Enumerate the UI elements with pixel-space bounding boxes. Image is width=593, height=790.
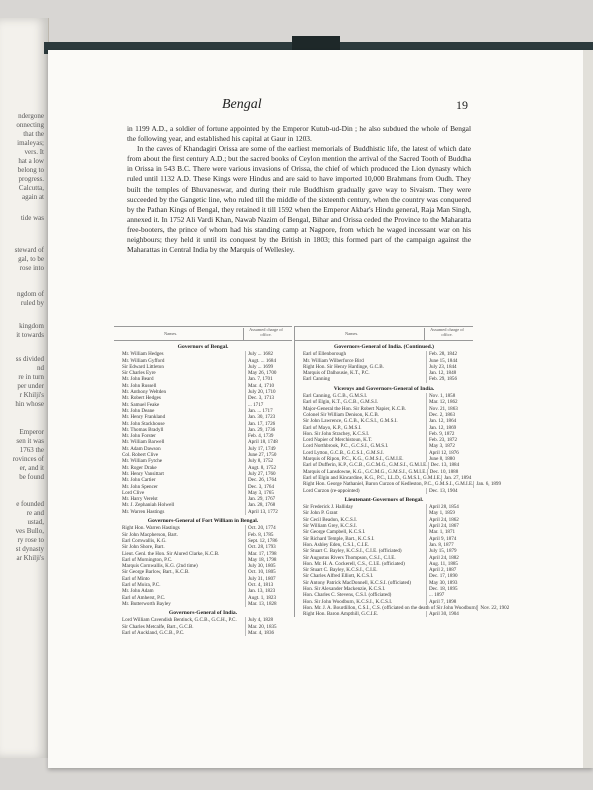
charge-date: Jan. 29, 1736: [245, 427, 292, 433]
charge-date: May 1, 1859: [426, 510, 473, 516]
charge-date: May 3, 1765: [245, 490, 292, 496]
facing-page-text: rose into: [19, 264, 44, 272]
facing-page-text: re and: [26, 509, 44, 517]
officer-name: Mr. William Gyfford: [122, 357, 165, 364]
charge-date: Jan. 17, 1726: [245, 421, 292, 427]
charge-date: Dec. 13, 1904: [426, 488, 473, 494]
facing-page-text: onnecting: [16, 121, 44, 129]
officer-name: Mr. John Beard: [122, 376, 154, 383]
officer-name: Mr. William Hedges: [122, 351, 164, 358]
charge-date: Feb. 28, 1842: [426, 351, 473, 357]
officer-name: Earl of Minto: [122, 575, 150, 582]
officer-name: Mr. John Stackhouse: [122, 420, 165, 427]
charge-date: Feb. 8, 1785: [245, 532, 292, 538]
officer-name: Mr. Samuel Feake: [122, 401, 160, 408]
facing-page-text: steward of: [14, 246, 44, 254]
officer-name: Lord Lytton, G.C.B., G.C.S.I., G.M.S.I.: [303, 449, 384, 456]
officer-name: Marquis of Dalhousie, K.T., P.C.: [303, 370, 370, 377]
charge-date: Dec. 18, 1895: [426, 586, 473, 592]
charge-date: April 12, 1876: [426, 450, 473, 456]
officer-name: Lord William Cavendish Bentinck, G.C.B., G.C.H., P.C.: [122, 617, 237, 624]
charge-date: July 15, 1879: [426, 548, 473, 554]
officer-name: Marquis of Lansdowne, K.G., G.C.M.G., G.M.S.I., G.M.I.E.: [303, 468, 427, 475]
charge-date: July 30, 1805: [245, 563, 292, 569]
charge-date: Jan. 13, 1823: [245, 588, 292, 594]
officer-name: Mr. John Spencer: [122, 483, 158, 490]
date-header: Assumed charge of office.: [243, 328, 288, 340]
charge-date: Jan. 29, 1767: [245, 496, 292, 502]
charge-date: July ... 1699: [245, 364, 292, 370]
facing-page-text: per under: [17, 382, 44, 390]
officer-name: Mr. John Deane: [122, 407, 155, 414]
charge-date: Nov. 21, 1863: [426, 406, 473, 412]
officer-name: Mr. William Barwell: [122, 439, 165, 446]
charge-date: May 26, 1700: [245, 370, 292, 376]
officer-name: Mr. Robert Hedges: [122, 395, 161, 402]
officer-name: Earl of Moira, P.C.: [122, 581, 161, 588]
officer-name: Earl of Mayo, K.P., G.M.S.I.: [303, 424, 362, 431]
charge-date: Jan. 12, 1864: [426, 418, 473, 424]
charge-date: Jan. 12, 1869: [426, 425, 473, 431]
table-row: [295, 611, 473, 617]
officer-name: Sir Charles Eyre: [122, 370, 156, 377]
page-number: 19: [456, 98, 468, 112]
officer-name: Sir George Barlow, Bart., K.C.B.: [122, 569, 190, 576]
charge-date: Jan. 27, 1894: [441, 475, 488, 481]
charge-date: Mar. 13, 1828: [245, 601, 292, 607]
charge-date: Sept. 12, 1786: [245, 538, 292, 544]
facing-page-text: ndergone: [18, 112, 44, 120]
facing-page-text: hat a low: [18, 157, 44, 165]
date-header: Assumed charge of office.: [424, 328, 469, 340]
officer-name: Mr. Butterworth Bayley: [122, 600, 171, 607]
officer-name: Sir John Macpherson, Bart.: [122, 531, 178, 538]
officer-name: Mr. William Wilberforce Bird: [303, 357, 364, 364]
section-heading: Governors of Bengal.: [177, 344, 229, 350]
charge-date: April 24, 1867: [426, 523, 473, 529]
officer-name: Mr. J. Zephaniah Holwell: [122, 502, 175, 509]
charge-date: Oct. 20, 1774: [245, 525, 292, 531]
charge-date: Augt. 1, 1823: [245, 595, 292, 601]
section-heading: Lieutenant-Governors of Bengal.: [344, 496, 424, 503]
facing-page: [0, 18, 49, 758]
charge-date: April 9, 1874: [426, 536, 473, 542]
officer-name: Hon. Mr. J. A. Bourdillon, C.S.I., C.S. (officiated on the death of Sir John Woodburn): [303, 604, 478, 611]
charge-date: Jan. 28, 1768: [245, 502, 292, 508]
charge-date: Mar. 12, 1862: [426, 399, 473, 405]
officer-name: Earl Canning: [303, 376, 331, 383]
officer-name: Sir John Shore, Bart.: [122, 544, 165, 551]
charge-date: Jan. 6, 1899: [473, 481, 520, 487]
charge-date: ... 1897: [426, 592, 473, 598]
officer-name: Lord Napier of Merchistoun, K.T.: [303, 437, 373, 444]
facing-page-text: sen it was: [16, 437, 44, 445]
facing-page-text: ves Bullo,: [15, 527, 44, 535]
officer-name: Mr. Henry Frankland: [122, 414, 166, 421]
charge-date: Nov. 22, 1902: [477, 605, 524, 611]
officer-name: Right Hon. Warren Hastings: [122, 525, 180, 532]
officer-name: Mr. Warren Hastings: [122, 508, 165, 515]
officer-name: Marquis Cornwallis, K.G. (2nd time): [122, 563, 198, 570]
charge-date: Oct. 10, 1805: [245, 569, 292, 575]
table-row: [114, 509, 292, 515]
officer-name: Mr. John Adam: [122, 588, 154, 595]
facing-page-text: ngdom of: [16, 290, 44, 298]
officer-name: Earl of Elgin and Kincardine, K.G., P.C., LL.D., G.M.S.I., G.M.I.E.: [303, 474, 442, 481]
names-header: Names.: [345, 331, 359, 336]
section-heading: Governors-General of India. (Continued.): [334, 344, 434, 350]
officer-name: Hon. Sir John Woodburn, K.C.S.I., K.C.S.I.: [303, 598, 393, 605]
officer-name: Sir Augustus Rivers Thompson, C.S.I., C.I.E.: [303, 554, 396, 561]
charge-date: Feb. 23, 1872: [426, 437, 473, 443]
charge-date: June 15, 1844: [426, 358, 473, 364]
officer-name: Sir Richard Temple, Bart., K.C.S.I.: [303, 535, 375, 542]
officer-name: Sir William Grey, K.C.S.I.: [303, 523, 357, 530]
officer-name: Lord Curzon (re-appointed): [303, 487, 360, 494]
officer-name: Sir Charles Alfred Elliott, K.C.S.I.: [303, 573, 374, 580]
charge-date: Oct. 28, 1793: [245, 544, 292, 550]
charge-date: Mar. 17, 1798: [245, 551, 292, 557]
charge-date: July 27, 1760: [245, 471, 292, 477]
facing-page-text: progress.: [18, 175, 44, 183]
charge-date: Jan. 30, 1723: [245, 414, 292, 420]
officer-name: Mr. Harry Verelst: [122, 496, 158, 503]
facing-page-text: r Khilji's: [19, 391, 44, 399]
charge-date: Mar. 4, 1836: [245, 630, 292, 636]
charge-date: May 3, 1872: [426, 443, 473, 449]
body-text: [127, 124, 471, 255]
charge-date: Oct. 4, 1813: [245, 582, 292, 588]
charge-date: Jan. ... 1717: [245, 408, 292, 414]
facing-page-text: ss divided: [15, 355, 44, 363]
facing-page-text: it towards: [16, 331, 44, 339]
charge-date: April 28, 1854: [426, 504, 473, 510]
charge-date: Dec. 10, 1888: [427, 469, 474, 475]
facing-page-text: again at: [22, 193, 44, 201]
governors-table: [114, 326, 510, 698]
charge-date: Jan. 8, 1877: [426, 542, 473, 548]
officer-name: Mr. Roger Drake: [122, 464, 157, 471]
section-heading: Governors-General of India.: [168, 610, 238, 617]
table-row: [114, 630, 292, 636]
charge-date: April 13, 1772: [245, 509, 292, 515]
officer-name: Col. Robert Clive: [122, 452, 159, 459]
officer-name: Marquis of Ripon, P.C., K.G., G.M.S.I., G.M.I.E.: [303, 456, 404, 463]
charge-date: Feb. 9, 1872: [426, 431, 473, 437]
officer-name: Earl of Dufferin, K.P., G.C.B., G.C.M.G., G.M.S.I., G.M.I.E.: [303, 462, 428, 469]
officer-name: Sir Frederick J. Halliday: [303, 504, 354, 511]
charge-date: Mar. 4, 1710: [245, 383, 292, 389]
officer-name: Lord Northbrook, P.C., G.C.S.I., G.M.S.I.: [303, 443, 389, 450]
facing-page-text: er, and it: [19, 464, 44, 472]
table-row: [114, 601, 292, 607]
charge-date: Dec. 3, 1764: [245, 484, 292, 490]
charge-date: Jan. 7, 1701: [245, 376, 292, 382]
facing-page-text: be found: [19, 473, 44, 481]
facing-page-text: ry rose to: [17, 536, 44, 544]
charge-date: July 4, 1828: [245, 617, 292, 623]
officer-name: Earl Canning, G.C.B., G.M.S.I.: [303, 393, 368, 400]
charge-date: April 24, 1862: [426, 517, 473, 523]
charge-date: April 18, 1748: [245, 439, 292, 445]
charge-date: July 23, 1844: [426, 364, 473, 370]
charge-date: June 8, 1880: [426, 456, 473, 462]
facing-page-text: ruled by: [20, 299, 44, 307]
charge-date: Dec. 2, 1863: [426, 412, 473, 418]
officer-name: Mr. John Cartier: [122, 477, 156, 484]
facing-page-text: ustad,: [27, 518, 44, 526]
officer-name: Hon. Charles C. Stevens, C.S.I. (officiated): [303, 592, 392, 599]
table-row: [295, 488, 473, 494]
facing-page-text: rovinces of: [12, 455, 44, 463]
officer-name: Lieut. Genl. the Hon. Sir Alured Clarke, K.C.B.: [122, 550, 220, 557]
facing-page-text: gal, to be: [18, 255, 44, 263]
charge-date: Jan. 12, 1848: [426, 370, 473, 376]
officer-name: Sir George Campbell, K.C.S.I.: [303, 529, 366, 536]
charge-date: Augt. ... 1684: [245, 358, 292, 364]
charge-date: Feb. 4, 1739: [245, 433, 292, 439]
facing-page-text: hin whose: [15, 400, 44, 408]
charge-date: July 31, 1807: [245, 576, 292, 582]
charge-date: Dec. 13, 1884: [428, 462, 475, 468]
officer-name: Right Hon. Baron Ampthill, G.C.I.E.: [303, 611, 379, 618]
officer-name: Mr. William Fytche: [122, 458, 163, 465]
officer-name: Sir Stuart C. Bayley, K.C.S.I., C.I.E. (officiated): [303, 548, 402, 555]
facing-page-text: Calcutta,: [18, 184, 44, 192]
table-right-column: [294, 326, 510, 618]
officer-name: Earl of Auckland, G.C.B., P.C.: [122, 630, 185, 637]
facing-page-text: belong to: [17, 166, 44, 174]
paragraph: In the caves of Khandagiri Orissa are some of the earliest memorials of Buddhistic life, the latest of which date from about the first century A.D.; but the sacred books of Ceylon mention the arrival of the Sacred Tooth of Buddha in Orissa in 543 B.C. There were various invasions of Orissa, the chief of which produced the Lion dynasty which ruled until 1132 A.D. These Kings were Hindus and are said to have imported 10,000 Brahmans from Oudh. They built the temples of Bhuvaneswar, and during their rule Buddhism gradually gave way to Sivaism. They were succeeded by the Gangetic line, who ruled till the middle of the sixteenth century, when the country was conquered by the Pathan Kings of Bengal, they retained it till 1592 when the Emperor Akbar's Hindu general, Raja Man Singh, annexed it. In 1752 Ali Vardi Khan, Nawab Nazim of Bengal, Bihar and Orissa ceded the Province to the Maharatta free-booters, the prince of whom had his standing camp at Nagpore, from which he waged incessant war on his neighbours; they held it until its conquest by the British in 1803; this formed part of the campaign against the Maharattas in Central India by the Marquis of Wellesley.: [127, 144, 471, 255]
page-edge-stack: [583, 50, 593, 768]
officer-name: Mr. John Russell: [122, 382, 157, 389]
charge-date: Aug. 11, 1885: [426, 561, 473, 567]
paragraph: in 1199 A.D., a soldier of fortune appointed by the Emperor Kutub-ud-Din ; he also subdued the whole of Bengal the following year, and established his capital at Gaur in 1203.: [127, 124, 471, 144]
officer-name: Hon. Sir Alexander Mackenzie, K.C.S.I.: [303, 585, 386, 592]
charge-date: ... 1717: [245, 402, 292, 408]
officer-name: Earl Cornwallis, K.G.: [122, 537, 167, 544]
charge-date: June 27, 1750: [245, 452, 292, 458]
facing-page-text: Emperor: [19, 428, 44, 436]
page-title: Bengal: [222, 97, 262, 112]
officer-name: Sir Stuart C. Bayley, K.C.S.I., C.I.E.: [303, 567, 378, 574]
charge-date: April 30, 1904: [426, 611, 473, 617]
charge-date: April 7, 1898: [426, 599, 473, 605]
officer-name: Colonel Sir William Denison, K.C.B.: [303, 411, 380, 418]
charge-date: Dec. 3, 1713: [245, 395, 292, 401]
charge-date: July 8, 1752: [245, 458, 292, 464]
officer-name: Lord Clive: [122, 489, 145, 496]
charge-date: Nov. 1, 1858: [426, 393, 473, 399]
officer-name: Mr. Thomas Bradyll: [122, 426, 164, 433]
officer-name: Major-General the Hon. Sir Robert Napier, K.C.B.: [303, 405, 407, 412]
officer-name: Earl of Elgin, K.T., G.C.B., G.M.S.I.: [303, 399, 379, 406]
facing-page-text: that the: [23, 130, 44, 138]
facing-page-text: ar Khilji's: [16, 554, 44, 562]
officer-name: Earl of Mornington, P.C.: [122, 556, 173, 563]
charge-date: Dec. 17, 1890: [426, 573, 473, 579]
charge-date: Mar. 1, 1871: [426, 529, 473, 535]
table-header: [114, 326, 292, 341]
table-left-column: [114, 326, 292, 636]
names-header: Names.: [164, 331, 178, 336]
officer-name: Earl of Ellenborough: [303, 351, 347, 358]
charge-date: July 20, 1710: [245, 389, 292, 395]
officer-name: Sir Edward Littleton: [122, 363, 164, 370]
officer-name: Hon. Ashley Eden, C.S.I., C.I.E.: [303, 541, 370, 548]
charge-date: Feb. 29, 1856: [426, 376, 473, 382]
section-heading: Governors-General of Fort William in Bengal.: [147, 518, 259, 525]
officer-name: Sir John P. Grant: [303, 510, 338, 517]
charge-date: Dec. 26, 1764: [245, 477, 292, 483]
officer-name: Right Hon. Sir Henry Hardinge, G.C.B.: [303, 363, 384, 370]
facing-page-text: re in turn: [18, 373, 44, 381]
officer-name: Sir Antony Patrick MacDonnell, K.C.S.I. (officiated): [303, 579, 411, 586]
facing-page-text: imaleyas;: [17, 139, 44, 147]
charge-date: July ... 1682: [245, 351, 292, 357]
charge-date: May 18, 1798: [245, 557, 292, 563]
charge-date: Mar. 20, 1835: [245, 624, 292, 630]
facing-page-text: kingdom: [19, 322, 44, 330]
officer-name: Sir Charles Metcalfe, Bart., G.C.B.: [122, 623, 194, 630]
officer-name: Mr. Adam Dawson: [122, 445, 161, 452]
facing-page-text: nd: [37, 364, 44, 372]
charge-date: April 24, 1882: [426, 555, 473, 561]
bookmark-ribbon: [292, 36, 340, 50]
officer-name: Sir John Lawrence, G.C.B., K.C.S.I., G.M.S.I.: [303, 418, 398, 425]
facing-page-text: vers. It: [24, 148, 44, 156]
section-heading: Viceroys and Governors-General of India.: [333, 385, 435, 392]
charge-date: July 17, 1749: [245, 446, 292, 452]
officer-name: Hon. Sir John Strachey, K.C.S.I.: [303, 430, 370, 437]
facing-page-text: e founded: [16, 500, 44, 508]
officer-name: Earl of Amherst, P.C.: [122, 594, 166, 601]
officer-name: Right Hon. George Nathaniel, Baron Curzon of Kedleston, P.C., G.M.S.I., G.M.I.E.: [303, 481, 474, 488]
charge-date: April 2, 1887: [426, 567, 473, 573]
table-row: [295, 376, 473, 382]
facing-page-text: tide was: [20, 214, 44, 222]
officer-name: Mr. Anthony Weltden: [122, 389, 167, 396]
officer-name: Sir Cecil Beadon, K.C.S.I.: [303, 516, 358, 523]
charge-date: Augt. 8, 1752: [245, 465, 292, 471]
facing-page-text: st dynasty: [15, 545, 44, 553]
charge-date: May 30, 1893: [426, 580, 473, 586]
table-header: [295, 326, 473, 341]
facing-page-text: 1763 the: [19, 446, 44, 454]
officer-name: Mr. Henry Vansittart: [122, 470, 164, 477]
officer-name: Mr. John Forster: [122, 433, 156, 440]
officer-name: Hon. Mr. H. A. Cockerell, C.S., C.I.E. (officiated): [303, 560, 405, 567]
